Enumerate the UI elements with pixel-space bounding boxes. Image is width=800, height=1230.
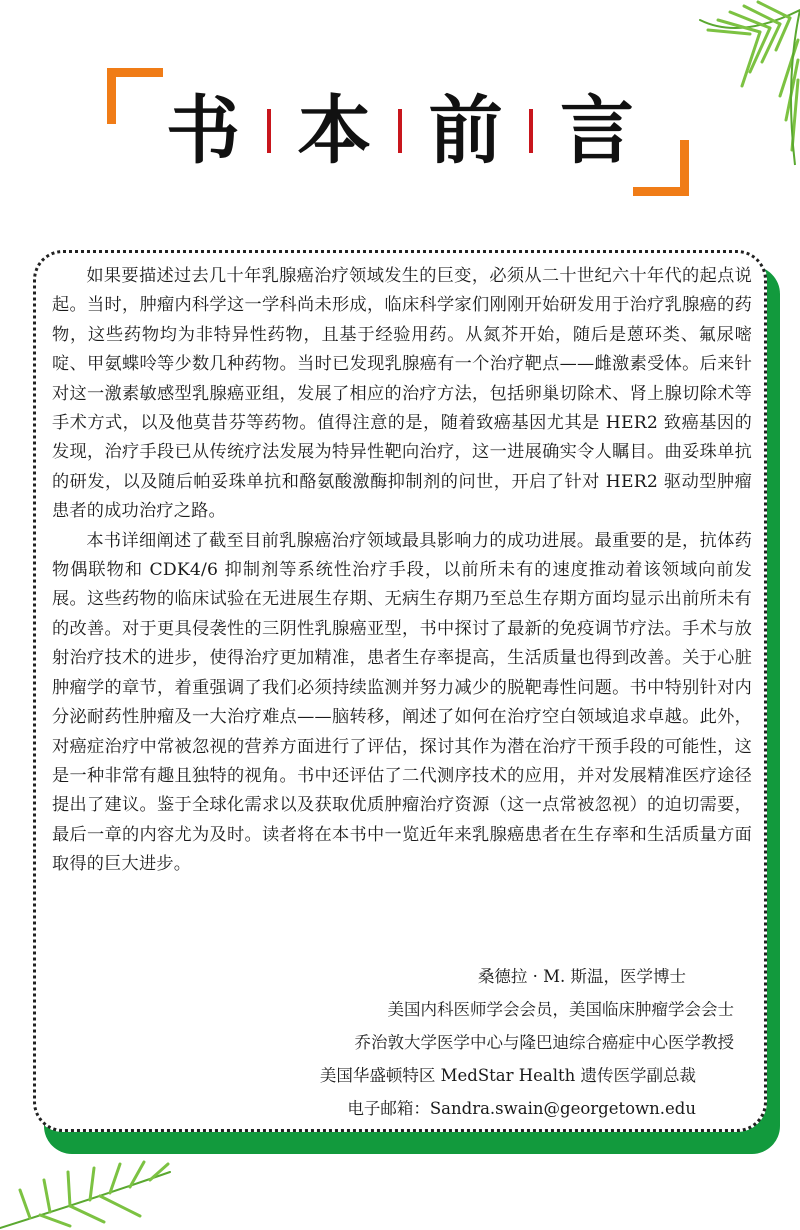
bracket-top-left [107, 68, 163, 124]
title-separator [398, 109, 402, 153]
palm-leaf-icon [680, 0, 800, 170]
title-separator [529, 109, 533, 153]
title-char: 前 [428, 88, 503, 174]
paragraph: 本书详细阐述了截至目前乳腺癌治疗领域最具影响力的成功进展。最重要的是，抗体药物偶联物和 CDK4/6 抑制剂等系统性治疗手段，以前所未有的速度推动着该领域向前发展。这些药物的临床试验在无进展生存期、无病生存期乃至总生存期方面均显示出前所未有的改善。对于更具侵袭性的三阴性乳腺癌亚型，书中探讨了最新的免疫调节疗法。手术与放射治疗技术的进步，使得治疗更加精准，患者生存率提高，生活质量也得到改善。关于心脏肿瘤学的章节，着重强调了我们必须持续监测并努力减少的脱靶毒性问题。书中特别针对内分泌耐药性肿瘤及一大治疗难点——脑转移，阐述了如何在治疗空白领域追求卓越。此外，对癌症治疗中常被忽视的营养方面进行了评估，探讨其作为潜在治疗干预手段的可能性，这是一种非常有趣且独特的视角。书中还评估了二代测序技术的应用，并对发展精准医疗途径提出了建议。鉴于全球化需求以及获取优质肿瘤治疗资源（这一点常被忽视）的迫切需要，最后一章的内容尤为及时。读者将在本书中一览近年来乳腺癌患者在生存率和生活质量方面取得的巨大进步。 [52, 530, 752, 875]
title-char: 书 [166, 88, 240, 174]
body-text [52, 262, 752, 880]
author-position: 美国华盛顿特区 MedStar Health 遗传医学副总裁 [319, 1066, 696, 1085]
paragraph: 如果要描述过去几十年乳腺癌治疗领域发生的巨变，必须从二十世纪六十年代的起点说起。当时，肿瘤内科学这一学科尚未形成，临床科学家们刚刚开始研发用于治疗乳腺癌的药物，这些药物均为非特异性药物，且基于经验用药。从氮芥开始，随后是蒽环类、氟尿嘧啶、甲氨蝶呤等少数几种药物。当时已发现乳腺癌有一个治疗靶点——雌激素受体。后来针对这一激素敏感型乳腺癌亚组，发展了相应的治疗方法，包括卵巢切除术、肾上腺切除术等手术方式，以及他莫昔芬等药物。值得注意的是，随着致癌基因尤其是 HER2 致癌基因的发现，治疗手段已从传统疗法发展为特异性靶向治疗，这一进展确实令人瞩目。曲妥珠单抗的研发，以及随后帕妥珠单抗和酪氨酸激酶抑制剂的问世，开启了针对 HER2 驱动型肿瘤患者的成功治疗之路。 [52, 266, 752, 522]
title-separator [267, 109, 271, 153]
palm-leaf-icon [0, 1160, 190, 1230]
author-affiliation: 乔治敦大学医学中心与隆巴迪综合癌症中心医学教授 [354, 1033, 734, 1052]
author-title: 美国内科医师学会会员，美国临床肿瘤学会会士 [387, 1000, 734, 1019]
bracket-bottom-right [633, 140, 689, 196]
title-char: 言 [559, 88, 634, 174]
title-char: 本 [297, 88, 372, 174]
author-name: 桑德拉 · M. 斯温，医学博士 [477, 967, 686, 986]
page-title [160, 86, 640, 176]
author-email: 电子邮箱：Sandra.swain@georgetown.edu [347, 1099, 696, 1118]
signature-block [174, 960, 734, 1125]
